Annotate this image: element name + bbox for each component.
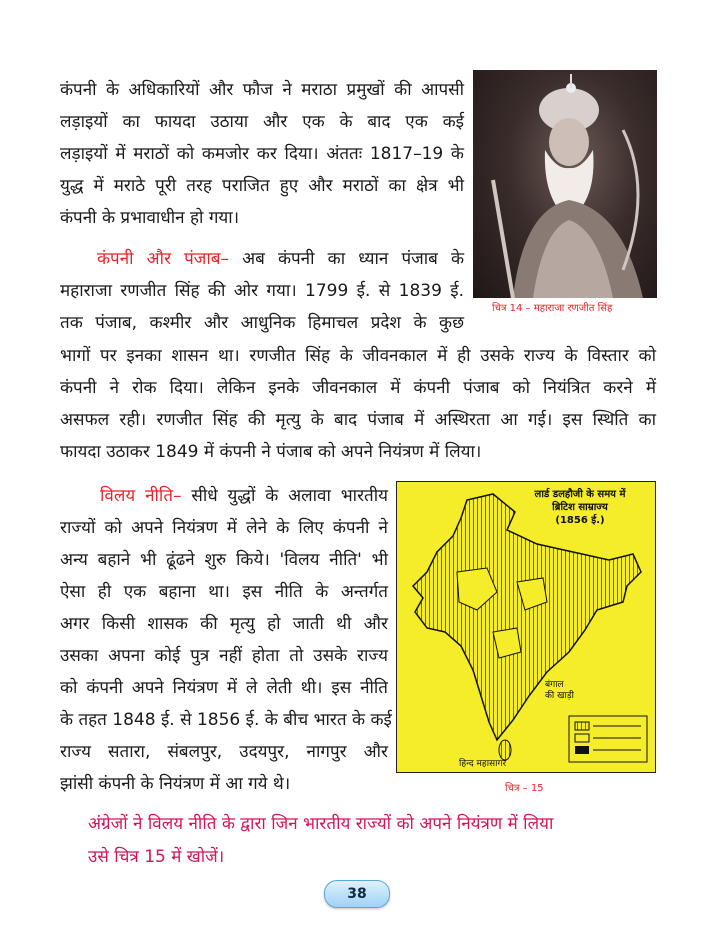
text-line: कंपनी के अधिकारियों और फौज ने मराठा प्रमुखों की आपसी	[60, 80, 464, 100]
page-number: 38	[324, 880, 390, 908]
text-line-with-heading	[97, 247, 464, 271]
figure-15-caption: चित्र – 15	[505, 783, 544, 794]
text-line: युद्ध में मराठे पूरी तरह पराजित हुए और मराठों का क्षेत्र भी	[60, 176, 464, 196]
section-heading-punjab: कंपनी और पंजाब–	[97, 249, 230, 269]
text-line-with-heading	[100, 484, 388, 508]
text-line: असफल रही। रणजीत सिंह की मृत्यु के बाद पंजाब में अस्थिरता आ गई। इस स्थिति का	[60, 410, 656, 430]
text-line: महाराजा रणजीत सिंह की ओर गया। 1799 ई. से 1839 ई.	[60, 281, 464, 301]
map-title-line: ब्रिटिश साम्राज्य	[552, 502, 608, 513]
british-empire-map	[396, 481, 656, 773]
text-line: झांसी कंपनी के नियंत्रण में आ गये थे।	[60, 774, 291, 794]
text-line: तक पंजाब, कश्मीर और आधुनिक हिमाचल प्रदेश के कुछ	[60, 313, 464, 333]
text-fragment: सीधे युद्धों के अलावा भारतीय	[181, 486, 388, 506]
section-heading-vilay-niti: विलय नीति–	[100, 486, 182, 506]
map-title-line: (1856 ई.)	[555, 515, 605, 526]
text-line: राज्य सतारा, संबलपुर, उदयपुर, नागपुर और	[60, 742, 388, 762]
text-line: ऐसा ही एक बहाना था। इस नीति के अन्तर्गत	[60, 582, 388, 602]
text-line: लड़ाइयों का फायदा उठाया और एक के बाद एक कई	[60, 112, 464, 132]
text-line: उसका अपना कोई पुत्र नहीं होता तो उसके राज्य	[60, 646, 388, 666]
text-line: भागों पर इनका शासन था। रणजीत सिंह के जीवनकाल में ही उसके राज्य के विस्तार को	[60, 346, 656, 366]
map-label-bay	[545, 680, 574, 702]
text-fragment: अब कंपनी का ध्यान पंजाब के	[229, 249, 464, 269]
text-line: अगर किसी शासक की मृत्यु हो जाती थी और	[60, 614, 388, 634]
activity-text: अंग्रेजों ने विलय नीति के द्वारा जिन भारतीय राज्यों को अपने नियंत्रण में लिया	[88, 814, 554, 834]
map-title-line: लार्ड डलहौजी के समय में	[534, 489, 626, 500]
text-line: राज्यों को अपने नियंत्रण में लेने के लिए कंपनी ने	[60, 518, 388, 538]
map-label-line: की खाड़ी	[545, 691, 574, 701]
text-line: कंपनी के प्रभावाधीन हो गया।	[60, 208, 240, 228]
ranjit-singh-portrait	[473, 70, 657, 298]
text-line: फायदा उठाकर 1849 में कंपनी ने पंजाब को अपने नियंत्रण में लिया।	[60, 442, 482, 462]
text-line: कंपनी ने रोक दिया। लेकिन इनके जीवनकाल में कंपनी पंजाब को नियंत्रित करने में	[60, 378, 656, 398]
map-label-line: बंगाल	[545, 680, 564, 690]
map-title	[517, 488, 643, 527]
text-line: लड़ाइयों में मराठों को कमजोर कर दिया। अंततः 1817–19 के	[60, 144, 464, 164]
map-label-ocean: हिन्द महासागर	[459, 759, 507, 769]
figure-14-caption: चित्र 14 – महाराजा रणजीत सिंह	[492, 303, 613, 314]
text-line: अन्य बहाने भी ढूंढने शुरु किये। 'विलय नीति' भी	[60, 550, 388, 570]
text-line: को कंपनी अपने नियंत्रण में ले लेती थी। इस नीति	[60, 678, 388, 698]
activity-text: उसे चित्र 15 में खोजें।	[88, 847, 225, 867]
text-line: के तहत 1848 ई. से 1856 ई. के बीच भारत के कई	[60, 710, 392, 730]
